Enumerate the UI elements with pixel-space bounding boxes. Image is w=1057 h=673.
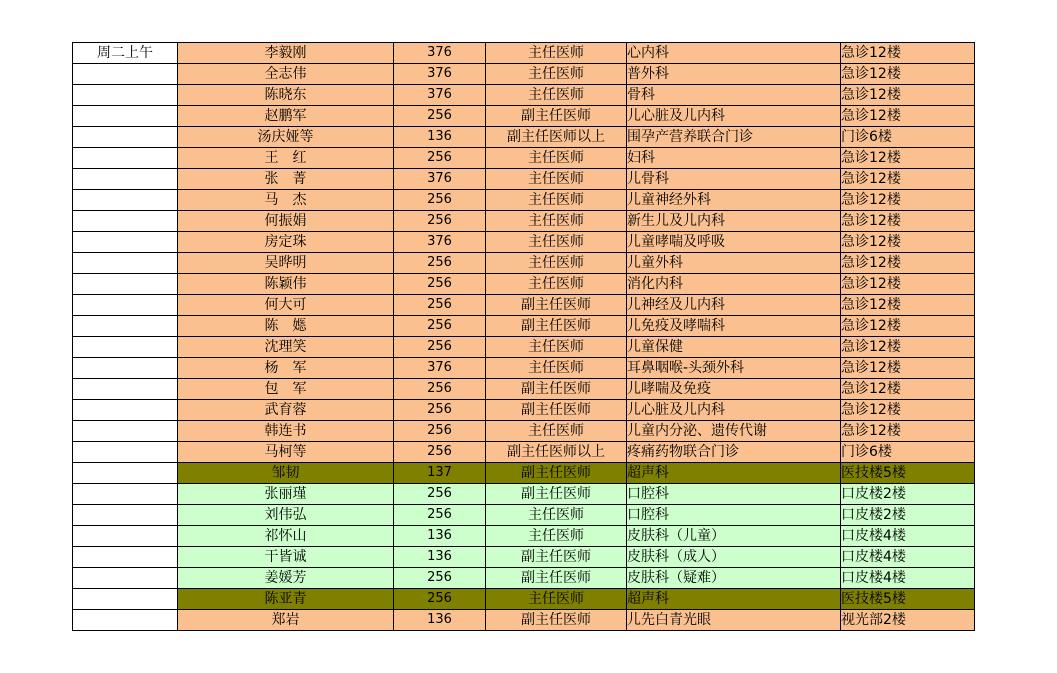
doctor-title-cell: 副主任医师 xyxy=(486,568,627,589)
day-cell xyxy=(73,505,178,526)
doctor-name-cell: 邹韧 xyxy=(178,463,394,484)
location-cell: 急诊12楼 xyxy=(841,379,975,400)
doctor-name-cell: 陈亚青 xyxy=(178,589,394,610)
schedule-row xyxy=(73,232,975,253)
doctor-title-cell: 主任医师 xyxy=(486,85,627,106)
schedule-row xyxy=(73,127,975,148)
day-cell xyxy=(73,295,178,316)
department-cell: 儿童哮喘及呼吸 xyxy=(627,232,841,253)
location-cell: 急诊12楼 xyxy=(841,337,975,358)
doctor-name-cell: 陈 嫕 xyxy=(178,316,394,337)
room-cell: 256 xyxy=(394,421,486,442)
department-cell: 儿心脏及儿内科 xyxy=(627,106,841,127)
doctor-title-cell: 主任医师 xyxy=(486,274,627,295)
schedule-row xyxy=(73,568,975,589)
schedule-row xyxy=(73,505,975,526)
doctor-name-cell: 郑岩 xyxy=(178,610,394,631)
department-cell: 普外科 xyxy=(627,64,841,85)
schedule-row xyxy=(73,589,975,610)
doctor-title-cell: 副主任医师 xyxy=(486,316,627,337)
room-cell: 256 xyxy=(394,295,486,316)
doctor-title-cell: 副主任医师以上 xyxy=(486,442,627,463)
doctor-title-cell: 主任医师 xyxy=(486,211,627,232)
day-cell xyxy=(73,106,178,127)
doctor-title-cell: 副主任医师 xyxy=(486,484,627,505)
doctor-title-cell: 副主任医师 xyxy=(486,400,627,421)
department-cell: 超声科 xyxy=(627,463,841,484)
room-cell: 136 xyxy=(394,526,486,547)
location-cell: 急诊12楼 xyxy=(841,64,975,85)
department-cell: 妇科 xyxy=(627,148,841,169)
department-cell: 皮肤科（疑难） xyxy=(627,568,841,589)
doctor-name-cell: 赵鹏军 xyxy=(178,106,394,127)
day-cell xyxy=(73,64,178,85)
location-cell: 急诊12楼 xyxy=(841,169,975,190)
doctor-title-cell: 主任医师 xyxy=(486,148,627,169)
doctor-title-cell: 主任医师 xyxy=(486,64,627,85)
location-cell: 急诊12楼 xyxy=(841,274,975,295)
doctor-title-cell: 副主任医师 xyxy=(486,379,627,400)
department-cell: 儿童神经外科 xyxy=(627,190,841,211)
room-cell: 136 xyxy=(394,127,486,148)
day-cell xyxy=(73,274,178,295)
doctor-name-cell: 武育蓉 xyxy=(178,400,394,421)
location-cell: 急诊12楼 xyxy=(841,106,975,127)
schedule-row xyxy=(73,274,975,295)
location-cell: 口皮楼4楼 xyxy=(841,526,975,547)
room-cell: 376 xyxy=(394,85,486,106)
location-cell: 急诊12楼 xyxy=(841,421,975,442)
location-cell: 医技楼5楼 xyxy=(841,463,975,484)
department-cell: 超声科 xyxy=(627,589,841,610)
room-cell: 136 xyxy=(394,547,486,568)
day-cell xyxy=(73,232,178,253)
doctor-title-cell: 主任医师 xyxy=(486,190,627,211)
day-cell xyxy=(73,316,178,337)
department-cell: 耳鼻咽喉-头颈外科 xyxy=(627,358,841,379)
room-cell: 376 xyxy=(394,232,486,253)
location-cell: 急诊12楼 xyxy=(841,43,975,64)
schedule-row xyxy=(73,316,975,337)
room-cell: 256 xyxy=(394,316,486,337)
schedule-row xyxy=(73,463,975,484)
location-cell: 急诊12楼 xyxy=(841,358,975,379)
day-cell xyxy=(73,547,178,568)
doctor-name-cell: 马柯等 xyxy=(178,442,394,463)
doctor-title-cell: 主任医师 xyxy=(486,505,627,526)
room-cell: 256 xyxy=(394,379,486,400)
location-cell: 口皮楼4楼 xyxy=(841,547,975,568)
department-cell: 儿童内分泌、遗传代谢 xyxy=(627,421,841,442)
room-cell: 136 xyxy=(394,610,486,631)
room-cell: 256 xyxy=(394,253,486,274)
doctor-name-cell: 汤庆娅等 xyxy=(178,127,394,148)
day-cell xyxy=(73,421,178,442)
location-cell: 急诊12楼 xyxy=(841,400,975,421)
schedule-row xyxy=(73,610,975,631)
department-cell: 儿骨科 xyxy=(627,169,841,190)
doctor-name-cell: 房定珠 xyxy=(178,232,394,253)
doctor-title-cell: 副主任医师 xyxy=(486,106,627,127)
doctor-name-cell: 刘伟弘 xyxy=(178,505,394,526)
department-cell: 新生儿及儿内科 xyxy=(627,211,841,232)
doctor-title-cell: 主任医师 xyxy=(486,589,627,610)
location-cell: 急诊12楼 xyxy=(841,190,975,211)
doctor-title-cell: 主任医师 xyxy=(486,169,627,190)
location-cell: 急诊12楼 xyxy=(841,232,975,253)
location-cell: 视光部2楼 xyxy=(841,610,975,631)
department-cell: 消化内科 xyxy=(627,274,841,295)
doctor-name-cell: 马 杰 xyxy=(178,190,394,211)
schedule-row xyxy=(73,106,975,127)
department-cell: 儿先白青光眼 xyxy=(627,610,841,631)
room-cell: 256 xyxy=(394,106,486,127)
schedule-row xyxy=(73,442,975,463)
doctor-name-cell: 包 军 xyxy=(178,379,394,400)
department-cell: 儿童外科 xyxy=(627,253,841,274)
department-cell: 儿心脏及儿内科 xyxy=(627,400,841,421)
day-cell xyxy=(73,253,178,274)
location-cell: 医技楼5楼 xyxy=(841,589,975,610)
room-cell: 256 xyxy=(394,484,486,505)
doctor-name-cell: 全志伟 xyxy=(178,64,394,85)
location-cell: 口皮楼2楼 xyxy=(841,484,975,505)
schedule-row xyxy=(73,43,975,64)
doctor-name-cell: 王 红 xyxy=(178,148,394,169)
location-cell: 急诊12楼 xyxy=(841,253,975,274)
schedule-row xyxy=(73,484,975,505)
doctor-name-cell: 何振娟 xyxy=(178,211,394,232)
day-cell xyxy=(73,358,178,379)
schedule-row xyxy=(73,547,975,568)
schedule-row xyxy=(73,190,975,211)
day-cell xyxy=(73,127,178,148)
schedule-row xyxy=(73,526,975,547)
doctor-name-cell: 吴晔明 xyxy=(178,253,394,274)
location-cell: 急诊12楼 xyxy=(841,148,975,169)
schedule-row xyxy=(73,64,975,85)
doctor-name-cell: 韩连书 xyxy=(178,421,394,442)
doctor-name-cell: 祁怀山 xyxy=(178,526,394,547)
doctor-title-cell: 主任医师 xyxy=(486,253,627,274)
room-cell: 256 xyxy=(394,589,486,610)
day-cell xyxy=(73,190,178,211)
room-cell: 256 xyxy=(394,400,486,421)
room-cell: 256 xyxy=(394,337,486,358)
department-cell: 儿神经及儿内科 xyxy=(627,295,841,316)
doctor-name-cell: 沈理笑 xyxy=(178,337,394,358)
department-cell: 皮肤科（成人） xyxy=(627,547,841,568)
schedule-row xyxy=(73,85,975,106)
schedule-row xyxy=(73,253,975,274)
doctor-title-cell: 主任医师 xyxy=(486,232,627,253)
location-cell: 门诊6楼 xyxy=(841,442,975,463)
department-cell: 皮肤科（儿童） xyxy=(627,526,841,547)
doctor-name-cell: 干皆诚 xyxy=(178,547,394,568)
schedule-row xyxy=(73,358,975,379)
day-cell xyxy=(73,337,178,358)
doctor-name-cell: 杨 军 xyxy=(178,358,394,379)
department-cell: 骨科 xyxy=(627,85,841,106)
room-cell: 256 xyxy=(394,274,486,295)
day-cell xyxy=(73,568,178,589)
room-cell: 376 xyxy=(394,64,486,85)
day-cell: 周二上午 xyxy=(73,43,178,64)
room-cell: 376 xyxy=(394,43,486,64)
schedule-row xyxy=(73,337,975,358)
room-cell: 256 xyxy=(394,442,486,463)
schedule-body xyxy=(73,43,975,631)
schedule-row xyxy=(73,421,975,442)
doctor-name-cell: 陈颖伟 xyxy=(178,274,394,295)
day-cell xyxy=(73,85,178,106)
location-cell: 急诊12楼 xyxy=(841,85,975,106)
doctor-title-cell: 副主任医师 xyxy=(486,463,627,484)
location-cell: 门诊6楼 xyxy=(841,127,975,148)
doctor-name-cell: 姜媛芳 xyxy=(178,568,394,589)
department-cell: 儿童保健 xyxy=(627,337,841,358)
room-cell: 256 xyxy=(394,568,486,589)
department-cell: 儿免疫及哮喘科 xyxy=(627,316,841,337)
doctor-title-cell: 副主任医师 xyxy=(486,610,627,631)
day-cell xyxy=(73,610,178,631)
room-cell: 376 xyxy=(394,358,486,379)
doctor-title-cell: 副主任医师 xyxy=(486,547,627,568)
room-cell: 376 xyxy=(394,169,486,190)
doctor-title-cell: 主任医师 xyxy=(486,43,627,64)
day-cell xyxy=(73,442,178,463)
day-cell xyxy=(73,379,178,400)
department-cell: 疼痛药物联合门诊 xyxy=(627,442,841,463)
department-cell: 围孕产营养联合门诊 xyxy=(627,127,841,148)
department-cell: 心内科 xyxy=(627,43,841,64)
doctor-title-cell: 副主任医师以上 xyxy=(486,127,627,148)
day-cell xyxy=(73,400,178,421)
doctor-name-cell: 陈晓东 xyxy=(178,85,394,106)
room-cell: 137 xyxy=(394,463,486,484)
day-cell xyxy=(73,211,178,232)
day-cell xyxy=(73,589,178,610)
doctor-title-cell: 主任医师 xyxy=(486,358,627,379)
location-cell: 口皮楼4楼 xyxy=(841,568,975,589)
doctor-name-cell: 李毅刚 xyxy=(178,43,394,64)
day-cell xyxy=(73,484,178,505)
day-cell xyxy=(73,148,178,169)
location-cell: 口皮楼2楼 xyxy=(841,505,975,526)
room-cell: 256 xyxy=(394,148,486,169)
schedule-row xyxy=(73,295,975,316)
doctor-name-cell: 张 菁 xyxy=(178,169,394,190)
doctor-name-cell: 何大可 xyxy=(178,295,394,316)
doctor-title-cell: 主任医师 xyxy=(486,421,627,442)
room-cell: 256 xyxy=(394,190,486,211)
schedule-row xyxy=(73,169,975,190)
doctor-title-cell: 副主任医师 xyxy=(486,295,627,316)
doctor-title-cell: 主任医师 xyxy=(486,337,627,358)
department-cell: 口腔科 xyxy=(627,505,841,526)
schedule-row xyxy=(73,400,975,421)
doctor-title-cell: 主任医师 xyxy=(486,526,627,547)
day-cell xyxy=(73,169,178,190)
room-cell: 256 xyxy=(394,211,486,232)
location-cell: 急诊12楼 xyxy=(841,295,975,316)
location-cell: 急诊12楼 xyxy=(841,316,975,337)
location-cell: 急诊12楼 xyxy=(841,211,975,232)
day-cell xyxy=(73,526,178,547)
schedule-row xyxy=(73,148,975,169)
day-cell xyxy=(73,463,178,484)
room-cell: 256 xyxy=(394,505,486,526)
schedule-table xyxy=(72,42,975,631)
schedule-row xyxy=(73,379,975,400)
doctor-name-cell: 张丽瑾 xyxy=(178,484,394,505)
schedule-row xyxy=(73,211,975,232)
department-cell: 口腔科 xyxy=(627,484,841,505)
department-cell: 儿哮喘及免疫 xyxy=(627,379,841,400)
